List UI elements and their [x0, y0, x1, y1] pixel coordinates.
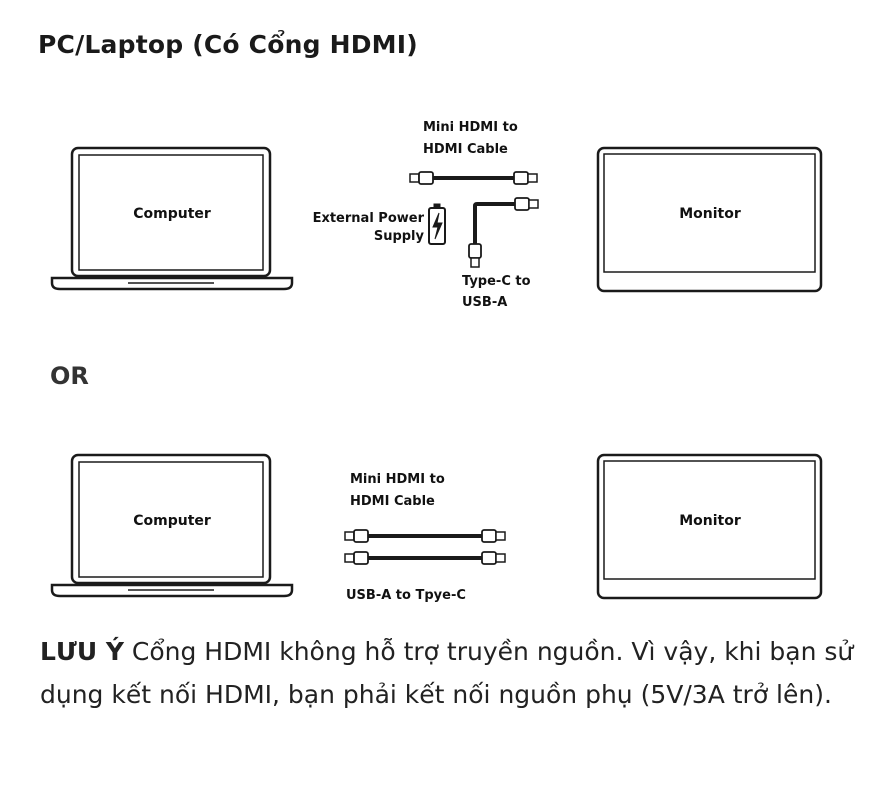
typec-label-line2: USB-A: [462, 295, 508, 310]
note-prefix: LƯU Ý: [40, 637, 124, 666]
hdmi-cable-icon: [345, 530, 505, 542]
typec-cable-icon: [469, 198, 538, 267]
hdmi-cable-label-line2: HDMI Cable: [350, 494, 435, 509]
usb-cable-label: USB-A to Tpye-C: [346, 588, 466, 603]
hdmi-cable-label-line1: Mini HDMI to: [350, 472, 445, 487]
or-label: OR: [50, 362, 89, 390]
hdmi-cable-icon: [410, 172, 537, 184]
monitor-label: Monitor: [679, 513, 741, 529]
hdmi-cable-label-line1: Mini HDMI to: [423, 120, 518, 135]
usb-cable-icon: [345, 552, 505, 564]
note-text: Cổng HDMI không hỗ trợ truyền nguồn. Vì vậy, khi bạn sử dụng kết nối HDMI, bạn phải kết nối nguồn phụ (5V/3A trở lên).: [40, 637, 854, 709]
battery-icon: [429, 204, 445, 244]
computer-label: Computer: [133, 513, 211, 529]
note-paragraph: [40, 630, 860, 716]
power-label-line1: External Power: [312, 211, 424, 226]
hdmi-cable-label-line2: HDMI Cable: [423, 142, 508, 157]
computer-label: Computer: [133, 206, 211, 222]
typec-label-line1: Type-C to: [462, 274, 531, 289]
monitor-label: Monitor: [679, 206, 741, 222]
power-label-line2: Supply: [373, 229, 424, 244]
page-title: PC/Laptop (Có Cổng HDMI): [38, 30, 418, 59]
